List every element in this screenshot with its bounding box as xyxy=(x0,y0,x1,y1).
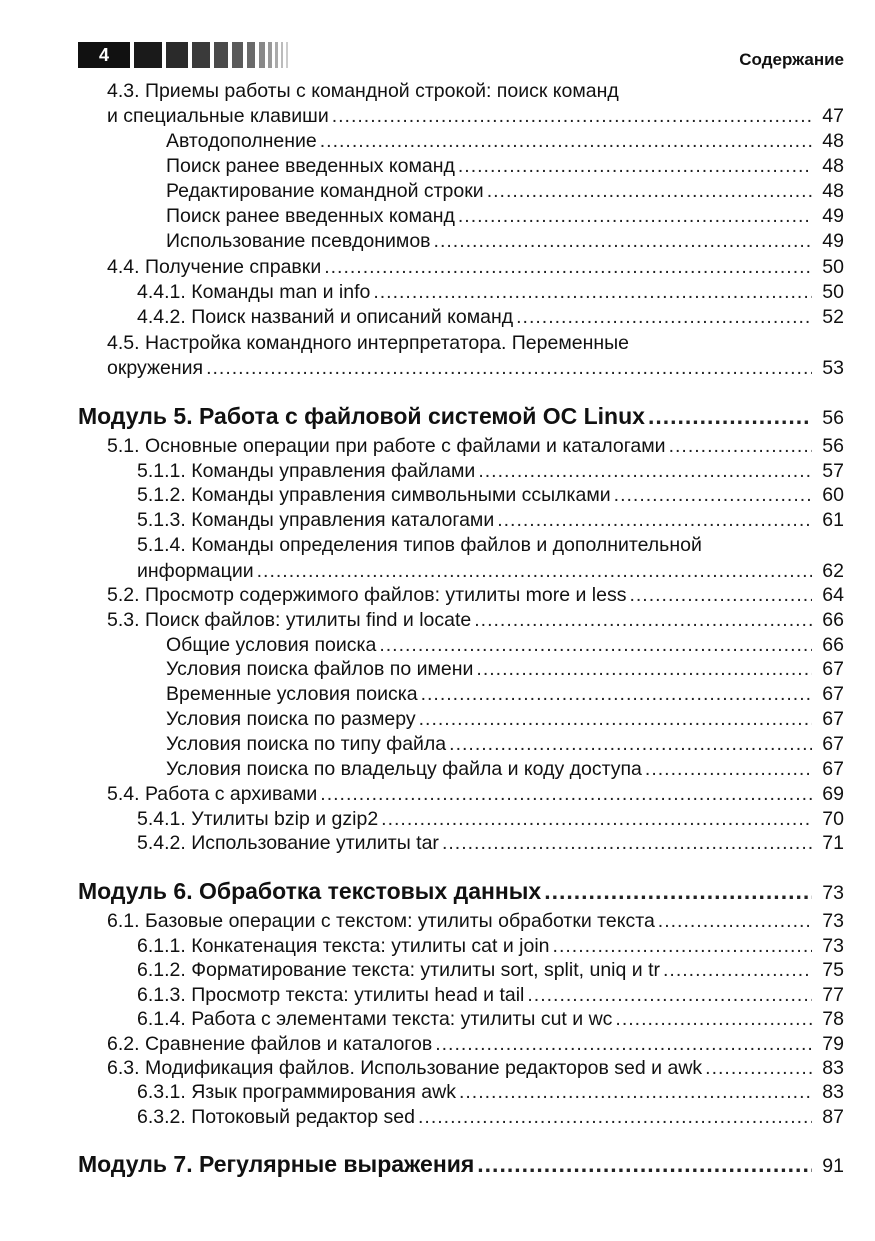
toc-entry[interactable] xyxy=(137,1081,844,1104)
toc-entry[interactable] xyxy=(107,435,844,458)
toc-page-number: 69 xyxy=(822,783,844,805)
toc-entry[interactable] xyxy=(137,460,844,483)
toc-page-number: 48 xyxy=(822,155,844,177)
toc-entry[interactable] xyxy=(166,683,844,706)
toc-page-number: 53 xyxy=(822,357,844,379)
toc-leader-dots xyxy=(458,205,812,228)
toc-leader-dots xyxy=(320,130,812,153)
toc-entry-title: Модуль 5. Работа с файловой системой ОС Linux xyxy=(78,403,645,429)
toc-entry-title: 6.1.2. Форматирование текста: утилиты sort, split, uniq и tr xyxy=(137,959,660,981)
toc-page-number: 67 xyxy=(822,658,844,680)
toc-entry-title: 5.4.1. Утилиты bzip и gzip2 xyxy=(137,808,379,830)
toc-entry[interactable] xyxy=(137,281,844,304)
toc-page-number: 75 xyxy=(822,959,844,981)
toc-entry[interactable] xyxy=(166,130,844,153)
toc-leader-dots xyxy=(478,460,812,483)
toc-leader-dots xyxy=(449,733,812,756)
toc-module-entry[interactable] xyxy=(78,878,844,905)
toc-entry-title: Автодополнение xyxy=(166,130,317,152)
toc-leader-dots xyxy=(381,808,812,831)
toc-page-number: 67 xyxy=(822,758,844,780)
toc-page-number: 48 xyxy=(822,180,844,202)
section-title: Содержание xyxy=(739,50,844,69)
toc-leader-dots xyxy=(527,984,812,1007)
toc-leader-dots xyxy=(332,105,812,128)
toc-entry-title: 5.1.2. Команды управления символьными ссылками xyxy=(137,484,611,506)
toc-entry[interactable] xyxy=(166,205,844,228)
toc-module-entry[interactable] xyxy=(78,1151,844,1178)
toc-page-number: 47 xyxy=(822,105,844,127)
toc-entry[interactable] xyxy=(137,935,844,958)
toc-page-number: 48 xyxy=(822,130,844,152)
toc-entry[interactable] xyxy=(137,560,844,583)
toc-page-number: 91 xyxy=(822,1155,844,1177)
toc-entry-title: 6.2. Сравнение файлов и каталогов xyxy=(107,1033,433,1055)
toc-entry-title: 6.3. Модификация файлов. Использование редакторов sed и awk xyxy=(107,1057,703,1079)
toc-entry-title: окружения xyxy=(107,357,204,379)
toc-entry[interactable] xyxy=(107,256,844,279)
toc-entry[interactable] xyxy=(137,306,844,329)
toc-leader-dots xyxy=(648,403,812,430)
toc-entry-title: 6.1.3. Просмотр текста: утилиты head и tail xyxy=(137,984,525,1006)
toc-page-number: 57 xyxy=(822,460,844,482)
toc-entry-title: 4.4. Получение справки xyxy=(107,256,322,278)
toc-page-number: 77 xyxy=(822,984,844,1006)
toc-entry-title: Использование псевдонимов xyxy=(166,230,431,252)
toc-leader-dots xyxy=(324,256,812,279)
toc-page-number: 78 xyxy=(822,1008,844,1030)
toc-entry[interactable] xyxy=(107,609,844,632)
toc-entry-title: 5.3. Поиск файлов: утилиты find и locate xyxy=(107,609,472,631)
toc-entry-title: информации xyxy=(137,560,254,582)
toc-entry-title: 5.1.1. Команды управления файлами xyxy=(137,460,476,482)
toc-page-number: 56 xyxy=(822,435,844,457)
toc-entry-first-line: 5.1.4. Команды определения типов файлов и дополнительной xyxy=(137,534,702,556)
toc-page-number: 73 xyxy=(822,882,844,904)
toc-leader-dots xyxy=(421,683,812,706)
page-header xyxy=(78,42,844,72)
toc-entry[interactable] xyxy=(137,484,844,507)
toc-page-number: 73 xyxy=(822,910,844,932)
toc-page-number: 67 xyxy=(822,708,844,730)
toc-leader-dots xyxy=(442,832,812,855)
toc-entry[interactable] xyxy=(137,984,844,1007)
toc-leader-dots xyxy=(497,509,812,532)
toc-page-number: 50 xyxy=(822,281,844,303)
toc-entry[interactable] xyxy=(107,357,844,380)
toc-page-number: 50 xyxy=(822,256,844,278)
toc-entry-title: Модуль 7. Регулярные выражения xyxy=(78,1151,475,1177)
toc-entry-title: 5.1. Основные операции при работе с файлами и каталогами xyxy=(107,435,666,457)
toc-leader-dots xyxy=(645,758,812,781)
toc-entry[interactable] xyxy=(137,959,844,982)
toc-leader-dots xyxy=(669,435,812,458)
toc-page-number: 67 xyxy=(822,683,844,705)
toc-entry[interactable] xyxy=(137,509,844,532)
toc-entry-title: 5.4. Работа с архивами xyxy=(107,783,318,805)
toc-page-number: 83 xyxy=(822,1057,844,1079)
toc-leader-dots xyxy=(477,1151,812,1178)
toc-entry-title: Редактирование командной строки xyxy=(166,180,484,202)
toc-entry-title: 6.1.1. Конкатенация текста: утилиты cat и join xyxy=(137,935,550,957)
toc-entry-title: 5.1.3. Команды управления каталогами xyxy=(137,509,495,531)
toc-entry[interactable] xyxy=(107,105,844,128)
toc-entry[interactable] xyxy=(137,1008,844,1031)
toc-entry[interactable] xyxy=(166,708,844,731)
page-number: 4 xyxy=(78,42,130,68)
toc-entry[interactable] xyxy=(166,230,844,253)
toc-entry[interactable] xyxy=(107,1057,844,1080)
toc-entry-first-line: 4.3. Приемы работы с командной строкой: поиск команд xyxy=(107,80,619,102)
toc-page-number: 66 xyxy=(822,609,844,631)
toc-leader-dots xyxy=(487,180,812,203)
toc-entry-title: 5.2. Просмотр содержимого файлов: утилиты more и less xyxy=(107,584,627,606)
toc-page-number: 71 xyxy=(822,832,844,854)
toc-entry[interactable] xyxy=(166,733,844,756)
toc-page-number: 49 xyxy=(822,230,844,252)
toc-entry[interactable] xyxy=(166,180,844,203)
toc-entry-title: Поиск ранее введенных команд xyxy=(166,205,455,227)
toc-entry-title: Модуль 6. Обработка текстовых данных xyxy=(78,878,542,904)
toc-leader-dots xyxy=(629,584,812,607)
toc-page-number: 73 xyxy=(822,935,844,957)
toc-page-number: 60 xyxy=(822,484,844,506)
toc-leader-dots xyxy=(373,281,812,304)
toc-leader-dots xyxy=(614,484,812,507)
toc-page-number: 61 xyxy=(822,509,844,531)
toc-page-number: 87 xyxy=(822,1106,844,1128)
toc-entry-title: Временные условия поиска xyxy=(166,683,418,705)
toc-page-number: 62 xyxy=(822,560,844,582)
toc-entry-title: Общие условия поиска xyxy=(166,634,377,656)
toc-leader-dots xyxy=(434,230,812,253)
toc-entry[interactable] xyxy=(166,658,844,681)
toc-entry[interactable] xyxy=(107,910,844,933)
toc-leader-dots xyxy=(419,708,812,731)
toc-entry-title: 5.4.2. Использование утилиты tar xyxy=(137,832,439,854)
toc-entry-first-line: 4.5. Настройка командного интерпретатора. Переменные xyxy=(107,332,629,354)
toc-page-number: 56 xyxy=(822,407,844,429)
toc-leader-dots xyxy=(206,357,812,380)
toc-entry-title: Условия поиска по владельцу файла и коду доступа xyxy=(166,758,642,780)
toc-leader-dots xyxy=(553,935,812,958)
toc-page-number: 66 xyxy=(822,634,844,656)
toc-leader-dots xyxy=(544,878,812,905)
toc-entry-title: 6.3.2. Потоковый редактор sed xyxy=(137,1106,415,1128)
toc-leader-dots xyxy=(705,1057,812,1080)
toc-leader-dots xyxy=(458,155,812,178)
toc-entry-title: Поиск ранее введенных команд xyxy=(166,155,455,177)
toc-entry-title: 6.1. Базовые операции с текстом: утилиты обработки текста xyxy=(107,910,655,932)
toc-entry-title: Условия поиска файлов по имени xyxy=(166,658,474,680)
toc-entry[interactable] xyxy=(166,634,844,657)
toc-entry[interactable] xyxy=(107,1033,844,1056)
toc-leader-dots xyxy=(476,658,812,681)
toc-entry-title: 4.4.2. Поиск названий и описаний команд xyxy=(137,306,514,328)
toc-module-entry[interactable] xyxy=(78,403,844,430)
toc-leader-dots xyxy=(615,1008,812,1031)
toc-page-number: 52 xyxy=(822,306,844,328)
toc-page-number: 79 xyxy=(822,1033,844,1055)
toc-page-number: 67 xyxy=(822,733,844,755)
toc-leader-dots xyxy=(459,1081,812,1104)
toc-entry[interactable] xyxy=(107,584,844,607)
toc-entry-title: и специальные клавиши xyxy=(107,105,329,127)
toc-page-number: 49 xyxy=(822,205,844,227)
toc-leader-dots xyxy=(663,959,812,982)
toc-leader-dots xyxy=(516,306,812,329)
toc-entry-title: Условия поиска по типу файла xyxy=(166,733,447,755)
toc-leader-dots xyxy=(379,634,812,657)
toc-leader-dots xyxy=(320,783,812,806)
toc-entry-title: 4.4.1. Команды man и info xyxy=(137,281,371,303)
toc-entry-title: 6.3.1. Язык программирования awk xyxy=(137,1081,456,1103)
toc-leader-dots xyxy=(474,609,812,632)
toc-page-number: 83 xyxy=(822,1081,844,1103)
toc-entry[interactable] xyxy=(137,808,844,831)
toc-page-number: 70 xyxy=(822,808,844,830)
toc-entry[interactable] xyxy=(166,155,844,178)
toc-entry-title: Условия поиска по размеру xyxy=(166,708,416,730)
toc-page-number: 64 xyxy=(822,584,844,606)
toc-entry[interactable] xyxy=(166,758,844,781)
toc-entry[interactable] xyxy=(137,1106,844,1129)
toc-entry[interactable] xyxy=(137,832,844,855)
toc-leader-dots xyxy=(418,1106,812,1129)
toc-entry[interactable] xyxy=(107,783,844,806)
toc-leader-dots xyxy=(257,560,812,583)
header-decoration xyxy=(134,42,288,68)
toc-entry-title: 6.1.4. Работа с элементами текста: утилиты cut и wc xyxy=(137,1008,613,1030)
toc-leader-dots xyxy=(435,1033,812,1056)
toc-leader-dots xyxy=(658,910,812,933)
